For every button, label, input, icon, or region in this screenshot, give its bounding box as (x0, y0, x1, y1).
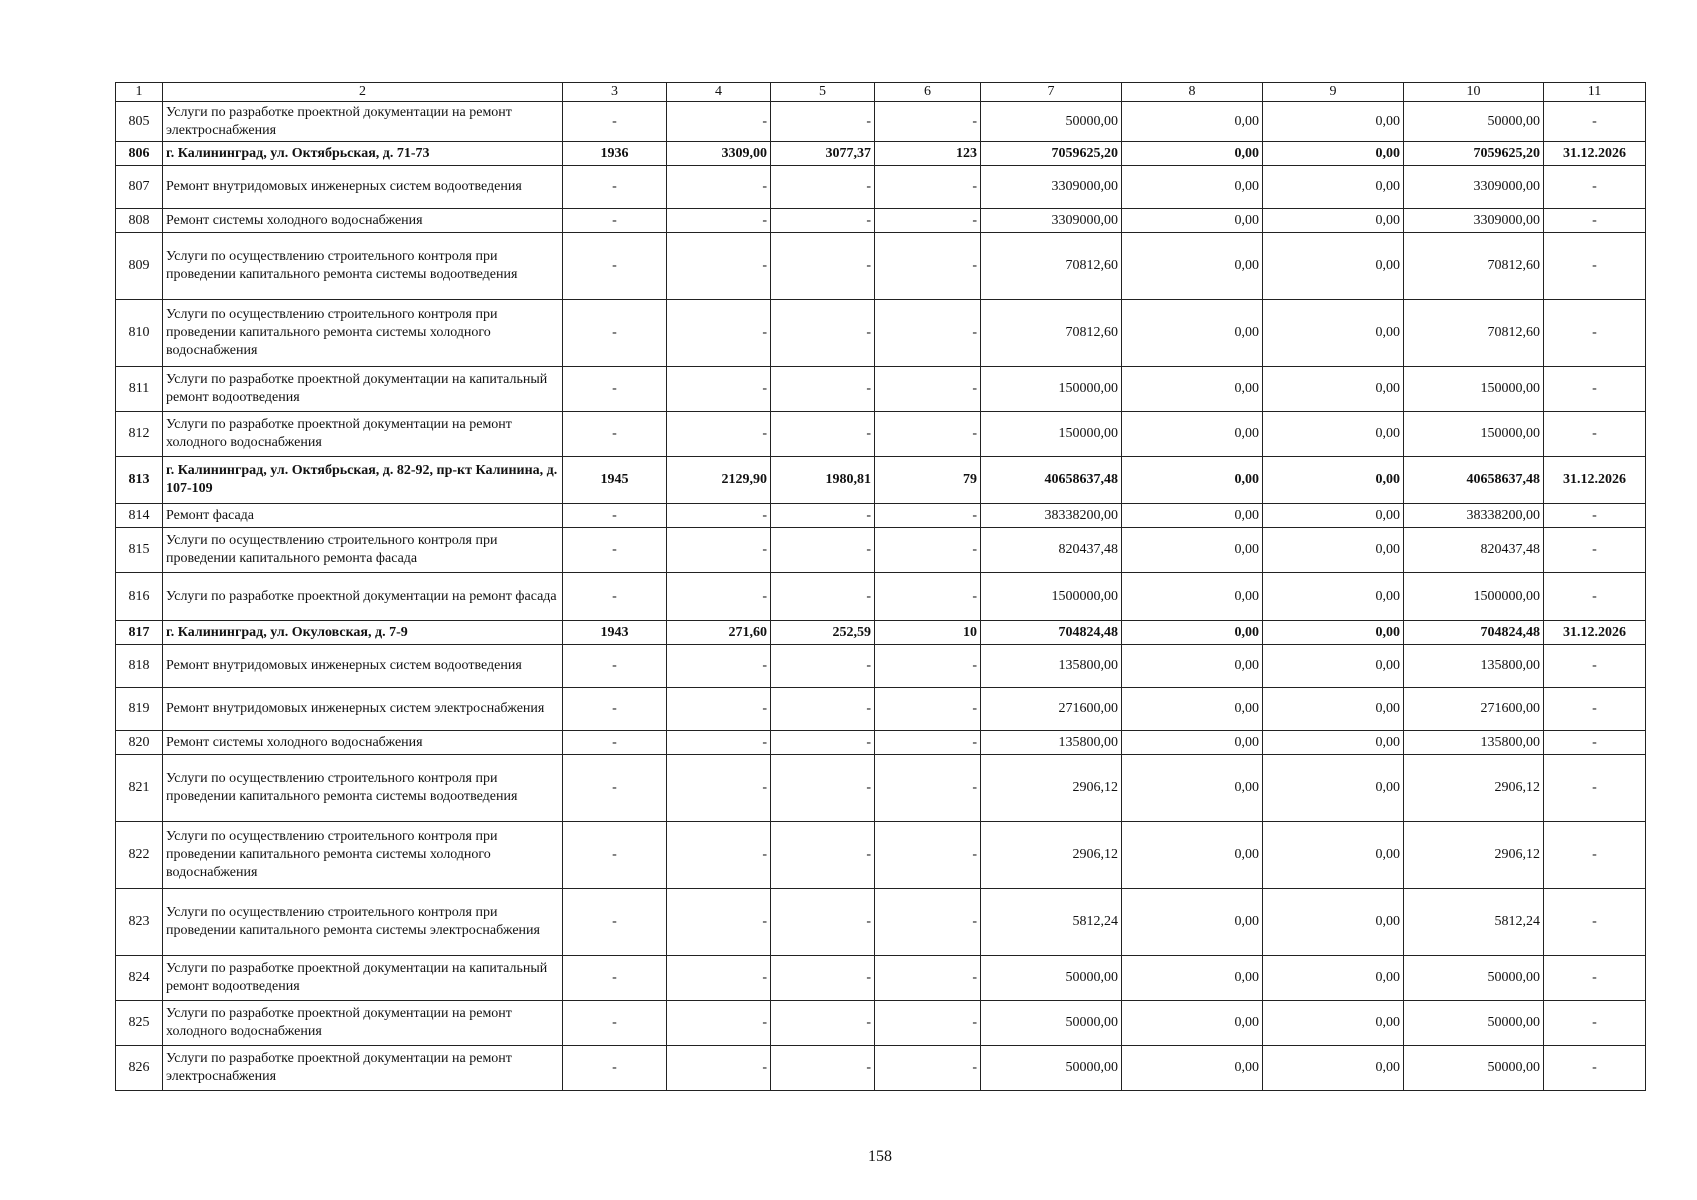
cell-residents: - (875, 102, 981, 142)
table-row (116, 1001, 1646, 1046)
cell-deadline: - (1544, 688, 1646, 731)
cell-cost-owners: 2906,12 (1404, 755, 1544, 822)
cell-cost-total: 40658637,48 (981, 457, 1122, 504)
cell-cost-total: 3309000,00 (981, 166, 1122, 209)
cell-total-area: - (667, 645, 771, 688)
row-description: Ремонт системы холодного водоснабжения (163, 731, 563, 755)
cell-cost-fund: 0,00 (1122, 233, 1263, 300)
cell-deadline: - (1544, 822, 1646, 889)
table-row (116, 731, 1646, 755)
row-number: 824 (116, 956, 163, 1001)
cell-deadline: - (1544, 731, 1646, 755)
cell-residents: - (875, 822, 981, 889)
row-description: Услуги по осуществлению строительного контроля при проведении капитального ремонта фасада (163, 528, 563, 573)
cell-deadline: - (1544, 645, 1646, 688)
table-row (116, 755, 1646, 822)
cell-cost-fund: 0,00 (1122, 621, 1263, 645)
cell-cost-fund: 0,00 (1122, 1001, 1263, 1046)
cell-cost-total: 50000,00 (981, 1001, 1122, 1046)
cell-year: - (563, 889, 667, 956)
cell-cost-total: 2906,12 (981, 755, 1122, 822)
cell-deadline: - (1544, 956, 1646, 1001)
cell-cost-owners: 135800,00 (1404, 645, 1544, 688)
column-number: 11 (1544, 83, 1646, 102)
cell-cost-total: 704824,48 (981, 621, 1122, 645)
cell-living-area: 3077,37 (771, 142, 875, 166)
cell-total-area: - (667, 956, 771, 1001)
row-number: 812 (116, 412, 163, 457)
cell-cost-budget: 0,00 (1263, 504, 1404, 528)
cell-cost-fund: 0,00 (1122, 822, 1263, 889)
capital-repair-table (115, 82, 1646, 1091)
table-row (116, 504, 1646, 528)
cell-cost-total: 135800,00 (981, 731, 1122, 755)
row-number: 820 (116, 731, 163, 755)
row-description: Услуги по разработке проектной документации на ремонт электроснабжения (163, 1046, 563, 1091)
cell-year: - (563, 209, 667, 233)
cell-cost-total: 820437,48 (981, 528, 1122, 573)
cell-cost-total: 150000,00 (981, 412, 1122, 457)
cell-cost-budget: 0,00 (1263, 755, 1404, 822)
cell-cost-fund: 0,00 (1122, 731, 1263, 755)
cell-total-area: - (667, 504, 771, 528)
row-number: 814 (116, 504, 163, 528)
cell-deadline: - (1544, 528, 1646, 573)
cell-cost-owners: 5812,24 (1404, 889, 1544, 956)
cell-cost-budget: 0,00 (1263, 233, 1404, 300)
cell-deadline: 31.12.2026 (1544, 621, 1646, 645)
cell-living-area: - (771, 166, 875, 209)
column-number: 3 (563, 83, 667, 102)
cell-cost-total: 50000,00 (981, 102, 1122, 142)
column-number: 9 (1263, 83, 1404, 102)
cell-living-area: - (771, 504, 875, 528)
cell-year: - (563, 367, 667, 412)
cell-year: - (563, 102, 667, 142)
cell-total-area: - (667, 1046, 771, 1091)
cell-residents: - (875, 731, 981, 755)
cell-cost-fund: 0,00 (1122, 412, 1263, 457)
row-description: Услуги по разработке проектной документации на ремонт холодного водоснабжения (163, 1001, 563, 1046)
cell-year: - (563, 412, 667, 457)
cell-cost-total: 70812,60 (981, 233, 1122, 300)
cell-year: - (563, 688, 667, 731)
row-number: 807 (116, 166, 163, 209)
cell-residents: - (875, 412, 981, 457)
cell-cost-budget: 0,00 (1263, 166, 1404, 209)
cell-cost-fund: 0,00 (1122, 956, 1263, 1001)
cell-cost-fund: 0,00 (1122, 755, 1263, 822)
table-row (116, 233, 1646, 300)
cell-cost-fund: 0,00 (1122, 166, 1263, 209)
column-number-row (116, 83, 1646, 102)
cell-living-area: - (771, 1046, 875, 1091)
cell-residents: - (875, 504, 981, 528)
cell-cost-fund: 0,00 (1122, 102, 1263, 142)
cell-residents: - (875, 688, 981, 731)
cell-total-area: - (667, 102, 771, 142)
table-row (116, 367, 1646, 412)
row-description: Услуги по разработке проектной документации на ремонт фасада (163, 573, 563, 621)
cell-cost-budget: 0,00 (1263, 102, 1404, 142)
cell-total-area: - (667, 1001, 771, 1046)
table-row (116, 166, 1646, 209)
cell-living-area: 1980,81 (771, 457, 875, 504)
row-description: Ремонт фасада (163, 504, 563, 528)
cell-cost-budget: 0,00 (1263, 621, 1404, 645)
cell-year: - (563, 956, 667, 1001)
cell-cost-total: 2906,12 (981, 822, 1122, 889)
cell-residents: - (875, 889, 981, 956)
cell-cost-owners: 3309000,00 (1404, 166, 1544, 209)
row-number: 805 (116, 102, 163, 142)
row-description: Ремонт внутридомовых инженерных систем электроснабжения (163, 688, 563, 731)
cell-year: - (563, 300, 667, 367)
row-description: Услуги по осуществлению строительного контроля при проведении капитального ремонта системы электроснабжения (163, 889, 563, 956)
cell-living-area: - (771, 528, 875, 573)
cell-cost-budget: 0,00 (1263, 889, 1404, 956)
cell-cost-budget: 0,00 (1263, 1001, 1404, 1046)
cell-cost-fund: 0,00 (1122, 688, 1263, 731)
cell-deadline: - (1544, 209, 1646, 233)
cell-residents: - (875, 755, 981, 822)
table-row (116, 142, 1646, 166)
page-number: 158 (868, 1148, 892, 1165)
table-row (116, 209, 1646, 233)
cell-year: - (563, 1001, 667, 1046)
cell-total-area: - (667, 367, 771, 412)
table-body (116, 83, 1646, 1091)
cell-total-area: - (667, 822, 771, 889)
cell-year: - (563, 645, 667, 688)
cell-cost-fund: 0,00 (1122, 367, 1263, 412)
cell-total-area: - (667, 412, 771, 457)
cell-cost-owners: 40658637,48 (1404, 457, 1544, 504)
cell-cost-total: 50000,00 (981, 956, 1122, 1001)
cell-living-area: - (771, 412, 875, 457)
cell-year: - (563, 573, 667, 621)
cell-year: - (563, 528, 667, 573)
row-number: 817 (116, 621, 163, 645)
cell-total-area: - (667, 233, 771, 300)
cell-residents: 79 (875, 457, 981, 504)
row-description: Услуги по разработке проектной документации на ремонт электроснабжения (163, 102, 563, 142)
table-row (116, 688, 1646, 731)
row-number: 810 (116, 300, 163, 367)
table-row (116, 300, 1646, 367)
row-number: 809 (116, 233, 163, 300)
cell-cost-budget: 0,00 (1263, 528, 1404, 573)
row-description: г. Калининград, ул. Октябрьская, д. 82-92, пр-кт Калинина, д. 107-109 (163, 457, 563, 504)
column-number: 5 (771, 83, 875, 102)
cell-total-area: - (667, 573, 771, 621)
cell-cost-owners: 70812,60 (1404, 233, 1544, 300)
cell-living-area: - (771, 645, 875, 688)
cell-total-area: - (667, 731, 771, 755)
cell-total-area: 2129,90 (667, 457, 771, 504)
table-row (116, 1046, 1646, 1091)
cell-cost-total: 38338200,00 (981, 504, 1122, 528)
row-number: 816 (116, 573, 163, 621)
cell-cost-owners: 704824,48 (1404, 621, 1544, 645)
cell-cost-total: 50000,00 (981, 1046, 1122, 1091)
cell-residents: - (875, 645, 981, 688)
cell-cost-fund: 0,00 (1122, 504, 1263, 528)
cell-deadline: - (1544, 367, 1646, 412)
cell-living-area: - (771, 755, 875, 822)
cell-cost-owners: 1500000,00 (1404, 573, 1544, 621)
cell-year: - (563, 1046, 667, 1091)
column-number: 4 (667, 83, 771, 102)
cell-cost-fund: 0,00 (1122, 645, 1263, 688)
cell-cost-total: 70812,60 (981, 300, 1122, 367)
cell-total-area: - (667, 889, 771, 956)
row-number: 826 (116, 1046, 163, 1091)
row-number: 813 (116, 457, 163, 504)
cell-deadline: - (1544, 504, 1646, 528)
cell-cost-total: 271600,00 (981, 688, 1122, 731)
row-number: 821 (116, 755, 163, 822)
cell-total-area: 3309,00 (667, 142, 771, 166)
cell-deadline: - (1544, 755, 1646, 822)
cell-deadline: - (1544, 102, 1646, 142)
row-number: 818 (116, 645, 163, 688)
cell-total-area: - (667, 755, 771, 822)
cell-residents: - (875, 956, 981, 1001)
cell-total-area: - (667, 528, 771, 573)
row-number: 815 (116, 528, 163, 573)
cell-living-area: 252,59 (771, 621, 875, 645)
cell-cost-budget: 0,00 (1263, 300, 1404, 367)
table-row (116, 528, 1646, 573)
row-description: Услуги по осуществлению строительного контроля при проведении капитального ремонта системы водоотведения (163, 233, 563, 300)
cell-cost-budget: 0,00 (1263, 367, 1404, 412)
cell-cost-owners: 50000,00 (1404, 102, 1544, 142)
cell-cost-total: 5812,24 (981, 889, 1122, 956)
table-row (116, 102, 1646, 142)
table-row (116, 645, 1646, 688)
cell-deadline: - (1544, 233, 1646, 300)
cell-cost-owners: 50000,00 (1404, 1046, 1544, 1091)
cell-living-area: - (771, 573, 875, 621)
cell-total-area: - (667, 209, 771, 233)
cell-cost-owners: 150000,00 (1404, 412, 1544, 457)
column-number: 1 (116, 83, 163, 102)
cell-residents: - (875, 1001, 981, 1046)
cell-living-area: - (771, 300, 875, 367)
cell-living-area: - (771, 688, 875, 731)
cell-deadline: - (1544, 166, 1646, 209)
cell-living-area: - (771, 102, 875, 142)
cell-cost-fund: 0,00 (1122, 209, 1263, 233)
table-row (116, 822, 1646, 889)
cell-deadline: - (1544, 412, 1646, 457)
cell-cost-fund: 0,00 (1122, 573, 1263, 621)
cell-total-area: 271,60 (667, 621, 771, 645)
cell-total-area: - (667, 166, 771, 209)
row-number: 808 (116, 209, 163, 233)
cell-year: - (563, 755, 667, 822)
cell-cost-budget: 0,00 (1263, 457, 1404, 504)
cell-deadline: 31.12.2026 (1544, 142, 1646, 166)
cell-deadline: - (1544, 573, 1646, 621)
cell-residents: - (875, 233, 981, 300)
column-number: 10 (1404, 83, 1544, 102)
cell-cost-owners: 150000,00 (1404, 367, 1544, 412)
row-description: г. Калининград, ул. Окуловская, д. 7-9 (163, 621, 563, 645)
cell-year: - (563, 504, 667, 528)
cell-year: 1943 (563, 621, 667, 645)
cell-cost-fund: 0,00 (1122, 528, 1263, 573)
table-row (116, 889, 1646, 956)
cell-living-area: - (771, 209, 875, 233)
column-number: 6 (875, 83, 981, 102)
cell-cost-budget: 0,00 (1263, 142, 1404, 166)
cell-deadline: - (1544, 1046, 1646, 1091)
column-number: 8 (1122, 83, 1263, 102)
cell-total-area: - (667, 688, 771, 731)
cell-cost-total: 7059625,20 (981, 142, 1122, 166)
cell-cost-total: 135800,00 (981, 645, 1122, 688)
cell-cost-owners: 3309000,00 (1404, 209, 1544, 233)
row-number: 806 (116, 142, 163, 166)
cell-cost-fund: 0,00 (1122, 300, 1263, 367)
cell-year: - (563, 166, 667, 209)
cell-residents: 123 (875, 142, 981, 166)
cell-cost-owners: 50000,00 (1404, 1001, 1544, 1046)
cell-cost-fund: 0,00 (1122, 142, 1263, 166)
cell-residents: - (875, 209, 981, 233)
cell-living-area: - (771, 1001, 875, 1046)
row-description: Услуги по разработке проектной документации на капитальный ремонт водоотведения (163, 956, 563, 1001)
table-row (116, 412, 1646, 457)
row-description: Ремонт системы холодного водоснабжения (163, 209, 563, 233)
cell-cost-budget: 0,00 (1263, 209, 1404, 233)
row-description: Ремонт внутридомовых инженерных систем водоотведения (163, 166, 563, 209)
cell-cost-owners: 7059625,20 (1404, 142, 1544, 166)
row-number: 822 (116, 822, 163, 889)
table-row (116, 956, 1646, 1001)
cell-cost-fund: 0,00 (1122, 457, 1263, 504)
table-row (116, 573, 1646, 621)
cell-year: - (563, 822, 667, 889)
cell-cost-budget: 0,00 (1263, 956, 1404, 1001)
cell-living-area: - (771, 233, 875, 300)
row-number: 823 (116, 889, 163, 956)
row-description: Услуги по осуществлению строительного контроля при проведении капитального ремонта системы холодного водоснабжения (163, 822, 563, 889)
cell-cost-total: 3309000,00 (981, 209, 1122, 233)
cell-residents: - (875, 573, 981, 621)
cell-living-area: - (771, 822, 875, 889)
row-description: Услуги по осуществлению строительного контроля при проведении капитального ремонта системы водоотведения (163, 755, 563, 822)
cell-cost-owners: 820437,48 (1404, 528, 1544, 573)
cell-deadline: 31.12.2026 (1544, 457, 1646, 504)
column-number: 7 (981, 83, 1122, 102)
cell-cost-owners: 271600,00 (1404, 688, 1544, 731)
cell-living-area: - (771, 956, 875, 1001)
cell-residents: - (875, 166, 981, 209)
row-number: 819 (116, 688, 163, 731)
cell-year: 1945 (563, 457, 667, 504)
row-description: Услуги по разработке проектной документации на капитальный ремонт водоотведения (163, 367, 563, 412)
row-description: Ремонт внутридомовых инженерных систем водоотведения (163, 645, 563, 688)
cell-deadline: - (1544, 300, 1646, 367)
cell-residents: - (875, 367, 981, 412)
row-description: г. Калининград, ул. Октябрьская, д. 71-73 (163, 142, 563, 166)
cell-residents: - (875, 300, 981, 367)
row-number: 825 (116, 1001, 163, 1046)
cell-total-area: - (667, 300, 771, 367)
cell-cost-budget: 0,00 (1263, 688, 1404, 731)
column-number: 2 (163, 83, 563, 102)
cell-cost-budget: 0,00 (1263, 1046, 1404, 1091)
cell-residents: - (875, 1046, 981, 1091)
cell-cost-owners: 135800,00 (1404, 731, 1544, 755)
cell-cost-budget: 0,00 (1263, 731, 1404, 755)
cell-cost-fund: 0,00 (1122, 889, 1263, 956)
cell-cost-budget: 0,00 (1263, 412, 1404, 457)
cell-cost-owners: 70812,60 (1404, 300, 1544, 367)
cell-cost-budget: 0,00 (1263, 645, 1404, 688)
cell-living-area: - (771, 889, 875, 956)
cell-cost-fund: 0,00 (1122, 1046, 1263, 1091)
cell-year: 1936 (563, 142, 667, 166)
cell-cost-budget: 0,00 (1263, 573, 1404, 621)
cell-cost-budget: 0,00 (1263, 822, 1404, 889)
row-description: Услуги по осуществлению строительного контроля при проведении капитального ремонта системы холодного водоснабжения (163, 300, 563, 367)
cell-residents: - (875, 528, 981, 573)
row-description: Услуги по разработке проектной документации на ремонт холодного водоснабжения (163, 412, 563, 457)
cell-cost-owners: 50000,00 (1404, 956, 1544, 1001)
cell-year: - (563, 731, 667, 755)
cell-deadline: - (1544, 1001, 1646, 1046)
cell-cost-owners: 2906,12 (1404, 822, 1544, 889)
cell-residents: 10 (875, 621, 981, 645)
cell-deadline: - (1544, 889, 1646, 956)
table-row (116, 621, 1646, 645)
cell-year: - (563, 233, 667, 300)
cell-living-area: - (771, 367, 875, 412)
row-number: 811 (116, 367, 163, 412)
cell-cost-owners: 38338200,00 (1404, 504, 1544, 528)
table-row (116, 457, 1646, 504)
cell-living-area: - (771, 731, 875, 755)
cell-cost-total: 150000,00 (981, 367, 1122, 412)
cell-cost-total: 1500000,00 (981, 573, 1122, 621)
